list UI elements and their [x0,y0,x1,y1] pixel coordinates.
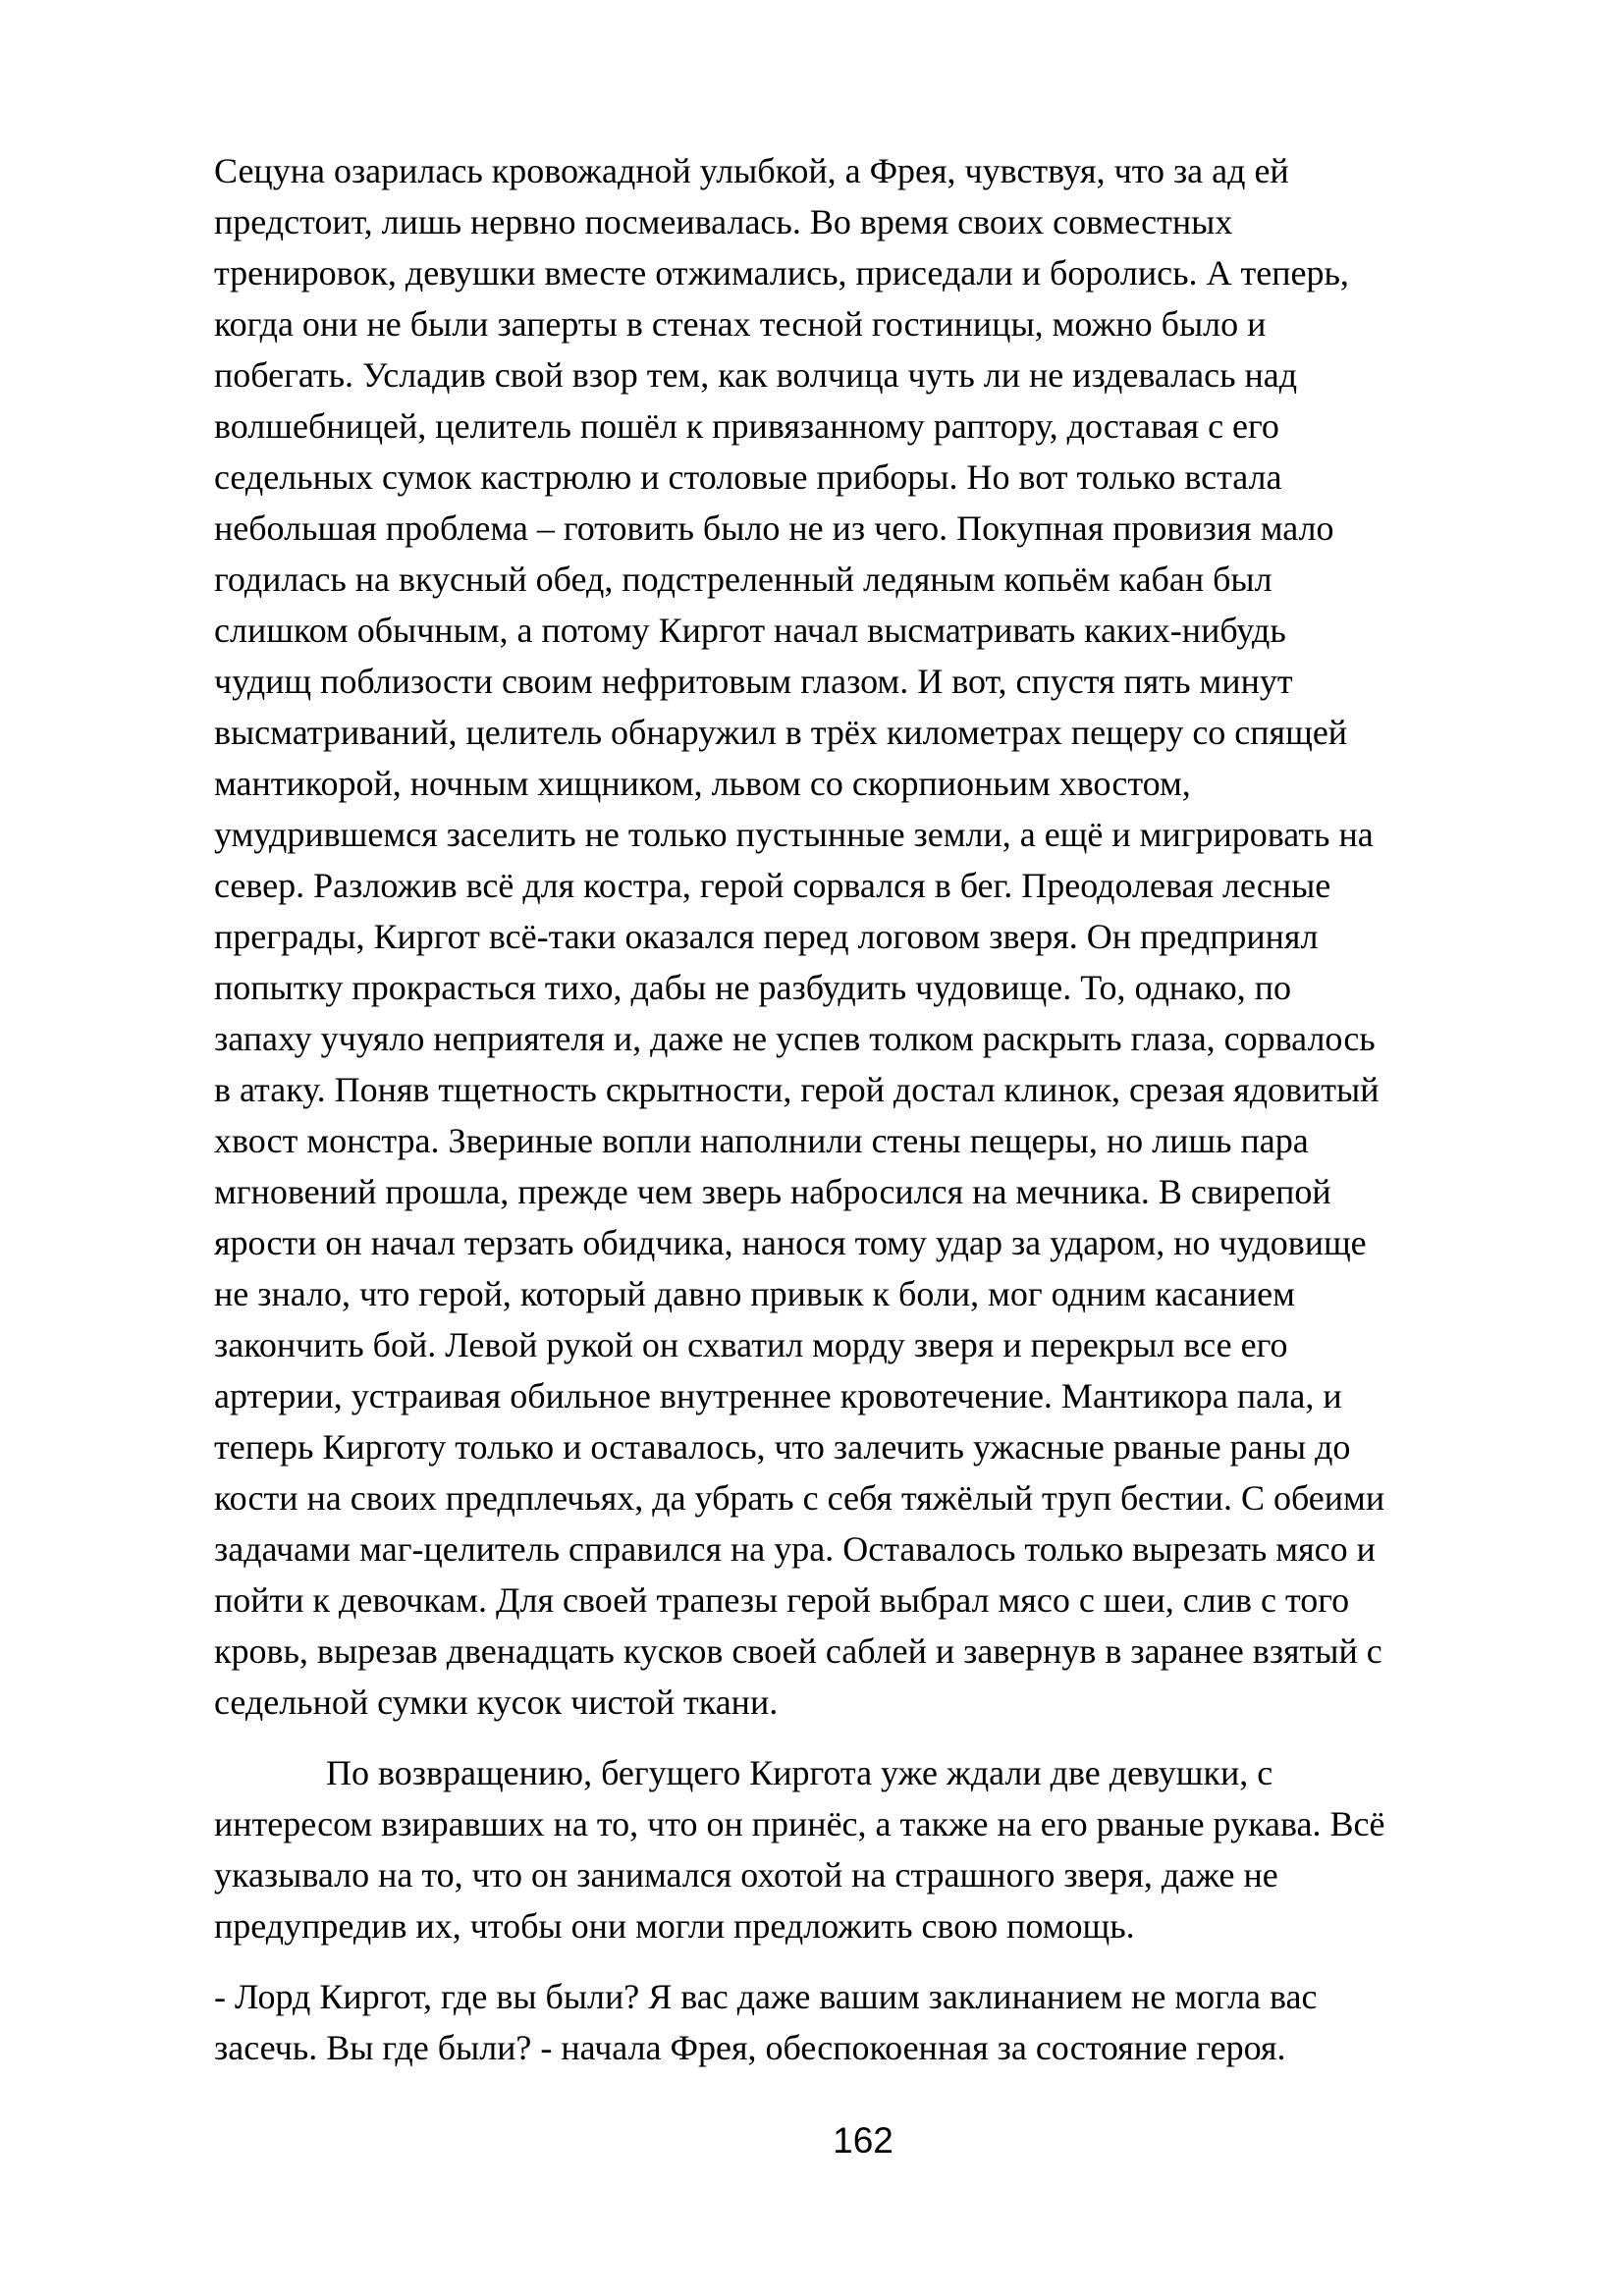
text-line: артерии, устраивая обильное внутреннее кровотечение. Мантикора пала, и [214,1376,1342,1415]
text-line: ярости он начал терзать обидчика, нанося тому удар за ударом, но чудовище [214,1223,1367,1262]
text-line: теперь Кирготу только и оставалось, что залечить ужасные рваные раны до [214,1427,1351,1467]
text-line: тренировок, девушки вместе отжимались, приседали и боролись. А теперь, [214,253,1349,293]
text-line: кровь, вырезав двенадцать кусков своей саблей и завернув в заранее взятый с [214,1631,1382,1671]
text-line: преграды, Киргот всё-таки оказался перед логовом зверя. Он предпринял [214,917,1319,956]
paragraph-1 [214,145,1608,1728]
text-line: По возвращению, бегущего Киргота уже ждали две девушки, с [326,1753,1273,1792]
text-line: слишком обычным, а потому Киргот начал высматривать каких-нибудь [214,611,1286,650]
paragraph-2 [214,1747,1608,1951]
page-number: 162 [833,2120,893,2161]
text-line: хвост монстра. Звериные вопли наполнили стены пещеры, но лишь пара [214,1121,1309,1160]
text-line: интересом взиравших на то, что он принёс, а также на его рваные рукава. Всё [214,1804,1385,1843]
text-line: попытку прокрасться тихо, дабы не разбудить чудовище. То, однако, по [214,968,1291,1007]
text-line: мантикорой, ночным хищником, львом со скорпионьим хвостом, [214,764,1191,803]
text-line: - Лорд Киргот, где вы были? Я вас даже вашим заклинанием не могла вас [214,1977,1318,2016]
text-line: в атаку. Поняв тщетность скрытности, герой достал клинок, срезая ядовитый [214,1070,1380,1109]
text-line: мгновений прошла, прежде чем зверь набросился на мечника. В свирепой [214,1172,1331,1211]
text-line: когда они не были заперты в стенах тесной гостиницы, можно было и [214,304,1267,344]
text-line: предстоит, лишь нервно посмеивалась. Во время своих совместных [214,202,1233,241]
text-line: побегать. Усладив свой взор тем, как волчица чуть ли не издевалась над [214,355,1298,395]
text-line: не знало, что герой, который давно привык к боли, мог одним касанием [214,1274,1295,1313]
text-line: волшебницей, целитель пошёл к привязанному раптору, доставая с его [214,406,1279,446]
text-line: закончить бой. Левой рукой он схватил морду зверя и перекрыл все его [214,1325,1288,1364]
text-line: пойти к девочкам. Для своей трапезы герой выбрал мясо с шеи, слив с того [214,1580,1350,1620]
text-line: чудищ поблизости своим нефритовым глазом. И вот, спустя пять минут [214,662,1293,701]
text-line: седельных сумок кастрюлю и столовые приборы. Но вот только встала [214,457,1282,497]
text-line: кости на своих предплечьях, да убрать с себя тяжёлый труп бестии. С обеими [214,1478,1385,1518]
text-line: высматриваний, целитель обнаружил в трёх километрах пещеру со спящей [214,713,1348,752]
text-line: Сецуна озарилась кровожадной улыбкой, а Фрея, чувствуя, что за ад ей [214,151,1289,190]
text-line: север. Разложив всё для костра, герой сорвался в бег. Преодолевая лесные [214,866,1331,905]
text-line: задачами маг-целитель справился на ура. Оставалось только вырезать мясо и [214,1529,1376,1569]
text-line: предупредив их, чтобы они могли предложить свою помощь. [214,1906,1135,1946]
text-line: седельной сумки кусок чистой ткани. [214,1682,779,1722]
text-line: небольшая проблема – готовить было не из чего. Покупная провизия мало [214,508,1334,548]
paragraph-3 [214,1971,1608,2073]
text-line: запаху учуяло неприятеля и, даже не успев толком раскрыть глаза, сорвалось [214,1019,1376,1058]
text-line: годилась на вкусный обед, подстреленный ледяным копьём кабан был [214,560,1272,599]
text-line: умудрившемся заселить не только пустынные земли, а ещё и мигрировать на [214,815,1374,854]
text-content [214,145,1608,2093]
text-line: засечь. Вы где были? - начала Фрея, обеспокоенная за состояние героя. [214,2028,1286,2067]
text-line: указывало на то, что он занимался охотой на страшного зверя, даже не [214,1855,1278,1895]
